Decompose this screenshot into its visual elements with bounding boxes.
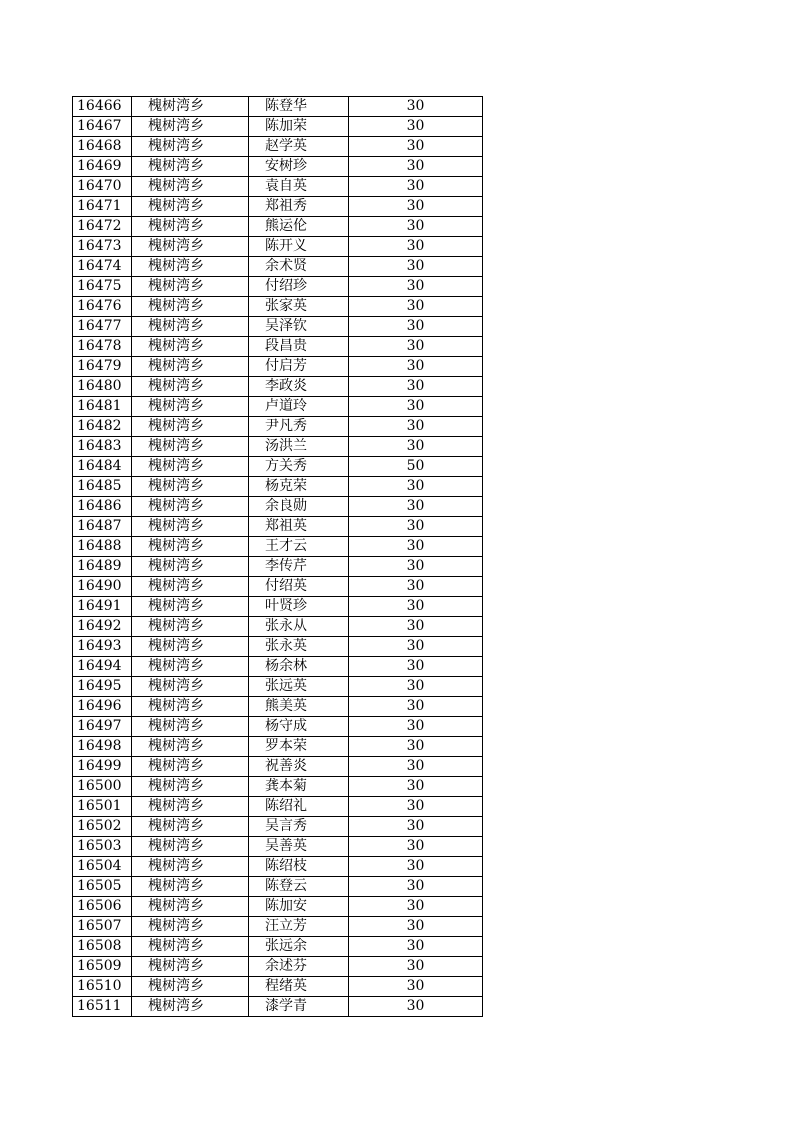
amount-cell: 30 (349, 957, 483, 977)
name-cell: 汤洪兰 (249, 437, 349, 457)
row-id-cell: 16505 (73, 877, 132, 897)
table-row (73, 477, 483, 497)
amount-cell: 30 (349, 117, 483, 137)
table-row (73, 417, 483, 437)
row-id-cell: 16496 (73, 697, 132, 717)
township-cell: 槐树湾乡 (132, 737, 249, 757)
row-id-cell: 16475 (73, 277, 132, 297)
table-row (73, 317, 483, 337)
row-id-cell: 16492 (73, 617, 132, 637)
township-cell: 槐树湾乡 (132, 777, 249, 797)
row-id-cell: 16467 (73, 117, 132, 137)
township-cell: 槐树湾乡 (132, 277, 249, 297)
table-row (73, 917, 483, 937)
row-id-cell: 16498 (73, 737, 132, 757)
table-row (73, 277, 483, 297)
township-cell: 槐树湾乡 (132, 697, 249, 717)
amount-cell: 30 (349, 297, 483, 317)
table-row (73, 637, 483, 657)
row-id-cell: 16487 (73, 517, 132, 537)
table-row (73, 337, 483, 357)
row-id-cell: 16508 (73, 937, 132, 957)
row-id-cell: 16479 (73, 357, 132, 377)
amount-cell: 30 (349, 677, 483, 697)
township-cell: 槐树湾乡 (132, 657, 249, 677)
name-cell: 汪立芳 (249, 917, 349, 937)
row-id-cell: 16503 (73, 837, 132, 857)
row-id-cell: 16500 (73, 777, 132, 797)
row-id-cell: 16472 (73, 217, 132, 237)
name-cell: 陈登华 (249, 97, 349, 117)
township-cell: 槐树湾乡 (132, 597, 249, 617)
township-cell: 槐树湾乡 (132, 997, 249, 1017)
amount-cell: 30 (349, 577, 483, 597)
name-cell: 张远英 (249, 677, 349, 697)
township-cell: 槐树湾乡 (132, 357, 249, 377)
township-cell: 槐树湾乡 (132, 457, 249, 477)
amount-cell: 30 (349, 137, 483, 157)
name-cell: 陈登云 (249, 877, 349, 897)
table-row (73, 577, 483, 597)
township-cell: 槐树湾乡 (132, 817, 249, 837)
township-cell: 槐树湾乡 (132, 897, 249, 917)
name-cell: 王才云 (249, 537, 349, 557)
name-cell: 陈加安 (249, 897, 349, 917)
name-cell: 杨克荣 (249, 477, 349, 497)
name-cell: 熊运伦 (249, 217, 349, 237)
name-cell: 余述芬 (249, 957, 349, 977)
row-id-cell: 16486 (73, 497, 132, 517)
row-id-cell: 16483 (73, 437, 132, 457)
table-row (73, 497, 483, 517)
township-cell: 槐树湾乡 (132, 677, 249, 697)
name-cell: 余术贤 (249, 257, 349, 277)
table-row (73, 157, 483, 177)
amount-cell: 30 (349, 217, 483, 237)
township-cell: 槐树湾乡 (132, 377, 249, 397)
township-cell: 槐树湾乡 (132, 537, 249, 557)
amount-cell: 30 (349, 377, 483, 397)
row-id-cell: 16485 (73, 477, 132, 497)
amount-cell: 30 (349, 757, 483, 777)
name-cell: 段昌贵 (249, 337, 349, 357)
township-cell: 槐树湾乡 (132, 417, 249, 437)
name-cell: 张永从 (249, 617, 349, 637)
amount-cell: 30 (349, 897, 483, 917)
amount-cell: 30 (349, 697, 483, 717)
row-id-cell: 16499 (73, 757, 132, 777)
row-id-cell: 16507 (73, 917, 132, 937)
table-row (73, 117, 483, 137)
row-id-cell: 16469 (73, 157, 132, 177)
row-id-cell: 16494 (73, 657, 132, 677)
name-cell: 罗本荣 (249, 737, 349, 757)
township-cell: 槐树湾乡 (132, 337, 249, 357)
amount-cell: 30 (349, 497, 483, 517)
row-id-cell: 16482 (73, 417, 132, 437)
township-cell: 槐树湾乡 (132, 557, 249, 577)
township-cell: 槐树湾乡 (132, 237, 249, 257)
name-cell: 龚本菊 (249, 777, 349, 797)
table-row (73, 357, 483, 377)
table-row (73, 137, 483, 157)
amount-cell: 30 (349, 277, 483, 297)
township-cell: 槐树湾乡 (132, 117, 249, 137)
name-cell: 袁自英 (249, 177, 349, 197)
row-id-cell: 16488 (73, 537, 132, 557)
table-row (73, 677, 483, 697)
township-cell: 槐树湾乡 (132, 797, 249, 817)
table-row (73, 97, 483, 117)
amount-cell: 30 (349, 477, 483, 497)
amount-cell: 30 (349, 537, 483, 557)
data-table (72, 96, 483, 1017)
row-id-cell: 16491 (73, 597, 132, 617)
table-row (73, 977, 483, 997)
amount-cell: 30 (349, 157, 483, 177)
township-cell: 槐树湾乡 (132, 937, 249, 957)
table-row (73, 537, 483, 557)
table-row (73, 457, 483, 477)
name-cell: 杨余林 (249, 657, 349, 677)
amount-cell: 30 (349, 237, 483, 257)
township-cell: 槐树湾乡 (132, 957, 249, 977)
amount-cell: 30 (349, 417, 483, 437)
name-cell: 陈绍枝 (249, 857, 349, 877)
table-row (73, 657, 483, 677)
name-cell: 程绪英 (249, 977, 349, 997)
township-cell: 槐树湾乡 (132, 137, 249, 157)
table-row (73, 517, 483, 537)
table-row (73, 237, 483, 257)
row-id-cell: 16474 (73, 257, 132, 277)
amount-cell: 30 (349, 977, 483, 997)
amount-cell: 30 (349, 397, 483, 417)
name-cell: 张家英 (249, 297, 349, 317)
amount-cell: 30 (349, 357, 483, 377)
table-row (73, 777, 483, 797)
amount-cell: 30 (349, 917, 483, 937)
table-row (73, 557, 483, 577)
amount-cell: 30 (349, 317, 483, 337)
name-cell: 吴言秀 (249, 817, 349, 837)
table-row (73, 717, 483, 737)
township-cell: 槐树湾乡 (132, 757, 249, 777)
name-cell: 郑祖秀 (249, 197, 349, 217)
amount-cell: 30 (349, 597, 483, 617)
township-cell: 槐树湾乡 (132, 837, 249, 857)
name-cell: 李政炎 (249, 377, 349, 397)
township-cell: 槐树湾乡 (132, 177, 249, 197)
row-id-cell: 16481 (73, 397, 132, 417)
table-row (73, 817, 483, 837)
row-id-cell: 16484 (73, 457, 132, 477)
name-cell: 付绍英 (249, 577, 349, 597)
row-id-cell: 16477 (73, 317, 132, 337)
township-cell: 槐树湾乡 (132, 497, 249, 517)
amount-cell: 30 (349, 517, 483, 537)
amount-cell: 30 (349, 777, 483, 797)
township-cell: 槐树湾乡 (132, 397, 249, 417)
amount-cell: 30 (349, 637, 483, 657)
township-cell: 槐树湾乡 (132, 917, 249, 937)
township-cell: 槐树湾乡 (132, 877, 249, 897)
table-row (73, 597, 483, 617)
township-cell: 槐树湾乡 (132, 317, 249, 337)
name-cell: 吴泽钦 (249, 317, 349, 337)
table-row (73, 757, 483, 777)
amount-cell: 30 (349, 257, 483, 277)
table-row (73, 257, 483, 277)
table-row (73, 377, 483, 397)
amount-cell: 30 (349, 557, 483, 577)
township-cell: 槐树湾乡 (132, 857, 249, 877)
row-id-cell: 16504 (73, 857, 132, 877)
row-id-cell: 16511 (73, 997, 132, 1017)
name-cell: 付启芳 (249, 357, 349, 377)
township-cell: 槐树湾乡 (132, 437, 249, 457)
township-cell: 槐树湾乡 (132, 197, 249, 217)
table-row (73, 697, 483, 717)
township-cell: 槐树湾乡 (132, 217, 249, 237)
township-cell: 槐树湾乡 (132, 157, 249, 177)
row-id-cell: 16471 (73, 197, 132, 217)
amount-cell: 30 (349, 857, 483, 877)
amount-cell: 30 (349, 617, 483, 637)
amount-cell: 30 (349, 997, 483, 1017)
table-row (73, 857, 483, 877)
amount-cell: 30 (349, 797, 483, 817)
name-cell: 叶贤珍 (249, 597, 349, 617)
name-cell: 陈绍礼 (249, 797, 349, 817)
amount-cell: 30 (349, 737, 483, 757)
name-cell: 郑祖英 (249, 517, 349, 537)
amount-cell: 30 (349, 717, 483, 737)
row-id-cell: 16480 (73, 377, 132, 397)
name-cell: 张永英 (249, 637, 349, 657)
amount-cell: 30 (349, 197, 483, 217)
township-cell: 槐树湾乡 (132, 577, 249, 597)
table-body (73, 97, 483, 1017)
row-id-cell: 16476 (73, 297, 132, 317)
name-cell: 卢道玲 (249, 397, 349, 417)
name-cell: 漆学青 (249, 997, 349, 1017)
table-row (73, 737, 483, 757)
name-cell: 余良勋 (249, 497, 349, 517)
row-id-cell: 16501 (73, 797, 132, 817)
table-row (73, 797, 483, 817)
amount-cell: 30 (349, 817, 483, 837)
table-row (73, 897, 483, 917)
row-id-cell: 16473 (73, 237, 132, 257)
row-id-cell: 16468 (73, 137, 132, 157)
row-id-cell: 16493 (73, 637, 132, 657)
amount-cell: 30 (349, 837, 483, 857)
row-id-cell: 16510 (73, 977, 132, 997)
township-cell: 槐树湾乡 (132, 717, 249, 737)
row-id-cell: 16470 (73, 177, 132, 197)
row-id-cell: 16490 (73, 577, 132, 597)
table-row (73, 877, 483, 897)
name-cell: 杨守成 (249, 717, 349, 737)
row-id-cell: 16478 (73, 337, 132, 357)
township-cell: 槐树湾乡 (132, 97, 249, 117)
name-cell: 赵学英 (249, 137, 349, 157)
name-cell: 尹凡秀 (249, 417, 349, 437)
table-row (73, 197, 483, 217)
name-cell: 熊美英 (249, 697, 349, 717)
row-id-cell: 16506 (73, 897, 132, 917)
township-cell: 槐树湾乡 (132, 297, 249, 317)
amount-cell: 30 (349, 177, 483, 197)
township-cell: 槐树湾乡 (132, 637, 249, 657)
table-row (73, 617, 483, 637)
name-cell: 张远余 (249, 937, 349, 957)
name-cell: 陈加荣 (249, 117, 349, 137)
name-cell: 祝善炎 (249, 757, 349, 777)
table-row (73, 217, 483, 237)
name-cell: 陈开义 (249, 237, 349, 257)
row-id-cell: 16466 (73, 97, 132, 117)
row-id-cell: 16502 (73, 817, 132, 837)
township-cell: 槐树湾乡 (132, 477, 249, 497)
row-id-cell: 16509 (73, 957, 132, 977)
township-cell: 槐树湾乡 (132, 257, 249, 277)
amount-cell: 30 (349, 877, 483, 897)
table-row (73, 437, 483, 457)
row-id-cell: 16497 (73, 717, 132, 737)
row-id-cell: 16495 (73, 677, 132, 697)
township-cell: 槐树湾乡 (132, 517, 249, 537)
table-row (73, 957, 483, 977)
township-cell: 槐树湾乡 (132, 617, 249, 637)
name-cell: 李传芹 (249, 557, 349, 577)
amount-cell: 30 (349, 657, 483, 677)
row-id-cell: 16489 (73, 557, 132, 577)
amount-cell: 30 (349, 437, 483, 457)
amount-cell: 50 (349, 457, 483, 477)
table-row (73, 937, 483, 957)
table-row (73, 837, 483, 857)
township-cell: 槐树湾乡 (132, 977, 249, 997)
table-row (73, 997, 483, 1017)
table-row (73, 297, 483, 317)
table-row (73, 397, 483, 417)
table-row (73, 177, 483, 197)
name-cell: 吴善英 (249, 837, 349, 857)
name-cell: 方关秀 (249, 457, 349, 477)
amount-cell: 30 (349, 337, 483, 357)
amount-cell: 30 (349, 937, 483, 957)
amount-cell: 30 (349, 97, 483, 117)
name-cell: 安树珍 (249, 157, 349, 177)
name-cell: 付绍珍 (249, 277, 349, 297)
